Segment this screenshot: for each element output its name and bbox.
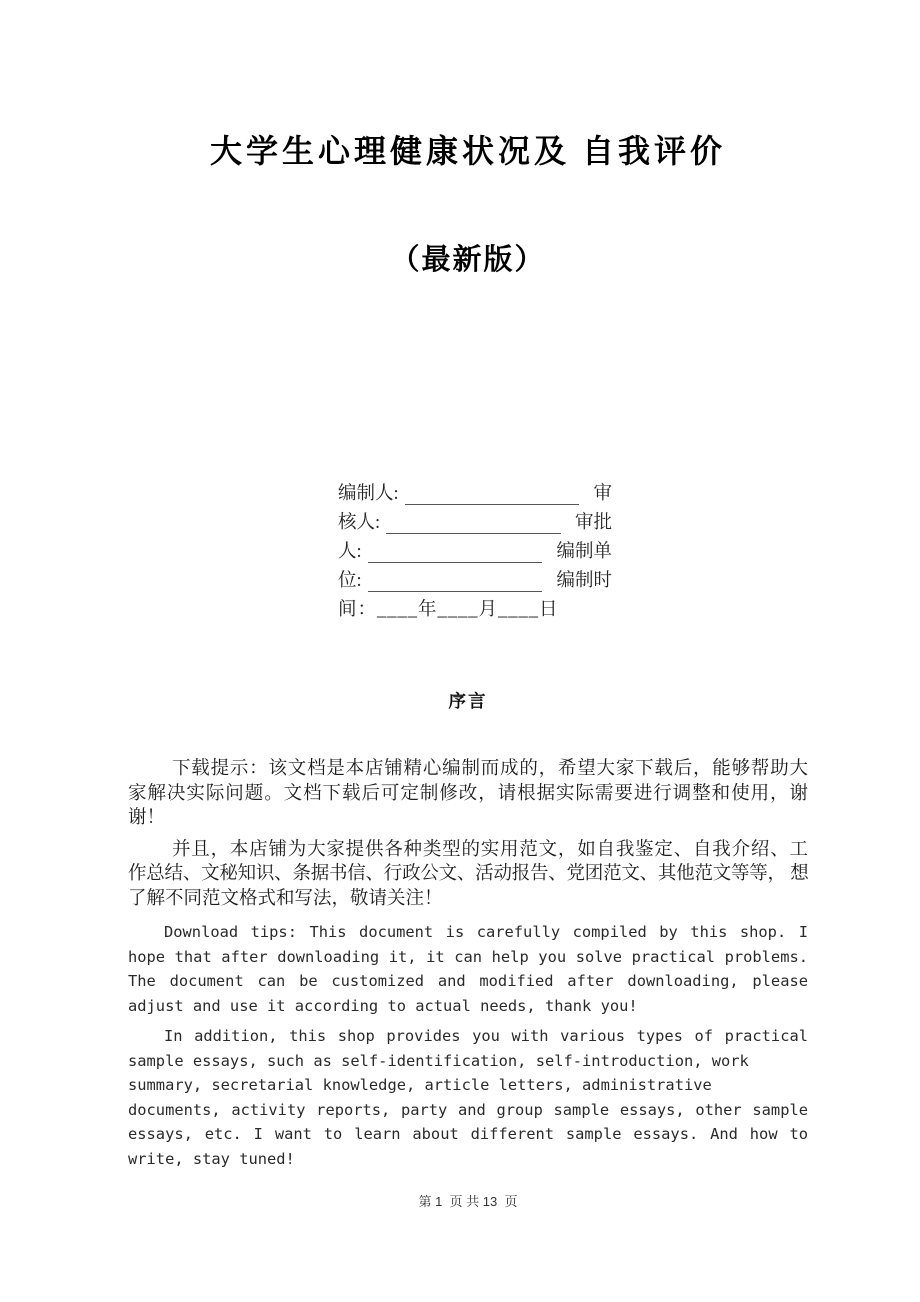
paragraph-line: In addition, this shop provides you with various types of practical — [164, 1027, 808, 1045]
form-label: 编制人: — [338, 484, 399, 504]
paragraph-line: Download tips: This document is carefully compiled by this shop. I — [164, 923, 808, 941]
form-trail-text: 编制时 — [556, 571, 612, 591]
document-title: 大学生心理健康状况及 自我评价 — [209, 133, 726, 169]
form-row-compiler — [338, 480, 612, 509]
paragraph-line: adjust and use it according to actual needs, thank you! — [128, 996, 638, 1015]
form-row-approver — [338, 538, 612, 567]
preface-heading: 序言 — [448, 691, 488, 711]
paragraph-line: write, stay tuned! — [128, 1149, 295, 1168]
form-row-date: 间：____年____月____日 — [338, 600, 559, 620]
form-label: 位: — [338, 571, 362, 591]
paragraph-line: 了解不同范文格式和写法，敬请关注！ — [128, 888, 443, 909]
form-label: 核人: — [338, 513, 381, 533]
paragraph-line: summary, secretarial knowledge, article letters, administrative — [128, 1076, 712, 1094]
compiler-info-form — [338, 480, 612, 625]
paragraph-line: 作总结、文秘知识、条据书信、行政公文、活动报告、党团范文、其他范文等等， 想 — [128, 864, 808, 884]
paragraph-download-tips-en — [128, 920, 808, 1018]
document-content — [0, 126, 920, 1210]
page-number-footer: 第 1 页 共 13 页 — [418, 1194, 518, 1209]
paragraph-line: documents, activity reports, party and group sample essays, other sample — [128, 1100, 808, 1119]
paragraph-line: hope that after downloading it, it can help you solve practical problems. — [128, 947, 808, 966]
form-label: 人: — [338, 542, 362, 562]
paragraph-line: 下载提示：该文档是本店铺精心编制而成的，希望大家下载后，能够帮助大 — [172, 759, 808, 779]
paragraph-line: 并且，本店铺为大家提供各种类型的实用范文，如自我鉴定、自我介绍、工 — [172, 839, 808, 860]
blank-underline — [386, 533, 561, 534]
paragraph-line: The document can be customized and modified after downloading, please — [128, 972, 808, 990]
paragraph-line: 谢！ — [128, 808, 166, 828]
blank-underline — [405, 504, 580, 505]
document-subtitle: （最新版） — [390, 244, 546, 276]
form-trail-text: 审 — [593, 484, 612, 504]
form-trail-text: 审批 — [574, 513, 612, 533]
form-row-unit — [338, 567, 612, 596]
blank-underline — [368, 562, 543, 563]
form-row-reviewer — [338, 509, 612, 538]
paragraph-shop-intro-zh — [128, 838, 808, 912]
paragraph-shop-intro-en — [128, 1024, 808, 1171]
paragraph-line: sample essays, such as self-identification, self-introduction, work — [128, 1051, 749, 1070]
paragraph-line: 家解决实际问题。文档下载后可定制修改，请根据实际需要进行调整和使用，谢 — [128, 783, 808, 804]
paragraph-line: essays, etc. I want to learn about different sample essays. And how to — [128, 1125, 808, 1143]
form-trail-text: 编制单 — [556, 542, 612, 562]
blank-underline — [368, 591, 543, 592]
paragraph-download-tips-zh — [128, 757, 808, 831]
